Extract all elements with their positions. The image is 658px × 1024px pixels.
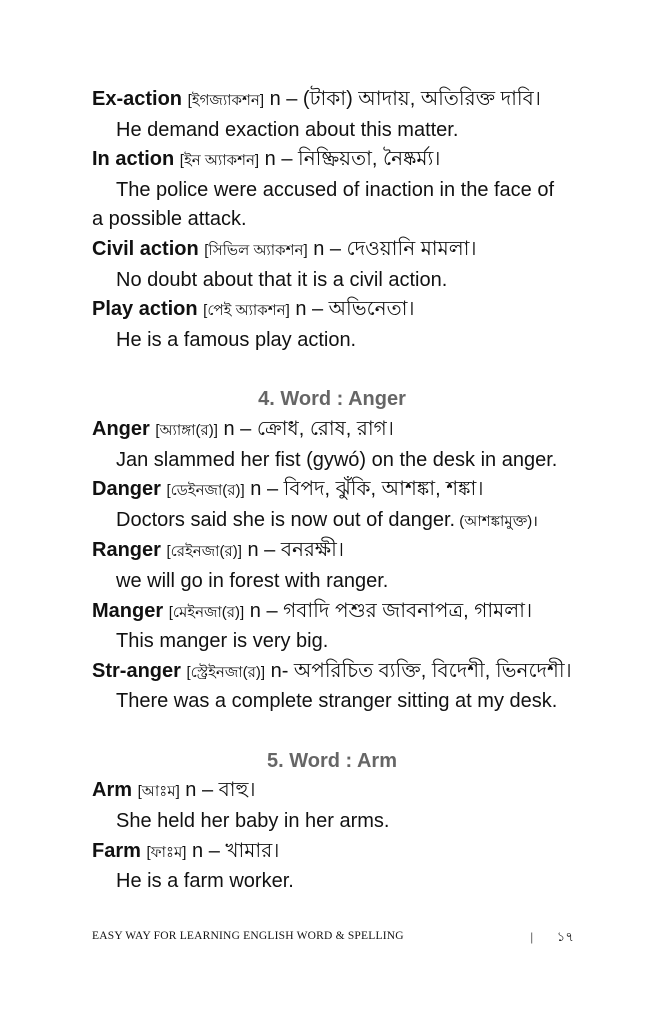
entry-example-note: (আশঙ্কামুক্ত)। (455, 512, 538, 530)
entry-example: She held her baby in her arms. (116, 810, 390, 833)
entry-pronunciation: [ডেইনজা(র)] (166, 482, 245, 500)
entry-pronunciation: [ফাঃম] (146, 843, 187, 861)
entry-headword-line (92, 145, 572, 176)
entry-example: He is a famous play action. (116, 328, 357, 351)
entry-example: This manger is very big. (116, 630, 329, 653)
section-arm (92, 747, 572, 897)
entry-definition: n – বিপদ, ঝুঁকি, আশঙ্কা, শঙ্কা। (244, 478, 484, 501)
entry-headword-line (92, 295, 572, 326)
entry-pronunciation: [পেই অ্যাকশন] (203, 302, 290, 320)
entry-example: The police were accused of inaction in the face of (116, 178, 555, 201)
entry-definition: n – ক্রোধ, রোষ, রাগ। (217, 417, 394, 440)
entry-headword-line (92, 657, 572, 688)
entry-term: Anger (92, 417, 150, 440)
entry-block-action (92, 85, 572, 355)
entry-pronunciation: [সিভিল অ্যাকশন] (204, 241, 308, 259)
entry-example-continuation: a possible attack. (92, 208, 247, 231)
entry-term: Farm (92, 839, 141, 862)
entry-definition: n – অভিনেতা। (289, 298, 415, 321)
footer-separator: | (530, 929, 534, 944)
section-heading: 5. Word : Arm (266, 749, 397, 772)
dictionary-page (92, 85, 572, 897)
entry-pronunciation: [ইন অ্যাকশন] (179, 152, 260, 170)
entry-example: No doubt about that it is a civil action. (116, 268, 448, 291)
entry-pronunciation: [ইগজ্যাকশন] (187, 92, 265, 109)
entry-definition: n – গবাদি পশুর জাবনাপত্র, গামলা। (244, 599, 533, 622)
entry-definition: n- অপরিচিত ব্যক্তি, বিদেশী, ভিনদেশী। (265, 659, 572, 682)
entry-term: Str-anger (92, 659, 181, 682)
section-heading: 4. Word : Anger (258, 388, 406, 411)
entry-example: There was a complete stranger sitting at my desk. (116, 690, 558, 713)
entry-headword-line (92, 536, 572, 567)
entry-definition: n – বনরক্ষী। (241, 539, 344, 562)
entry-term: Manger (92, 599, 164, 622)
entry-pronunciation: [অ্যাঙ্গা(র)] (155, 421, 218, 439)
entry-example: we will go in forest with ranger. (116, 569, 389, 592)
entry-example: He is a farm worker. (116, 870, 294, 893)
entry-definition: n – (টাকা) আদায়, অতিরিক্ত দাবি। (264, 88, 541, 110)
entry-headword-line (92, 597, 572, 628)
entry-term: Arm (92, 779, 133, 802)
entry-pronunciation: [স্ট্রেইনজা(র)] (186, 663, 266, 681)
footer-page-info (530, 928, 574, 949)
entry-definition: n – নিষ্ক্রিয়তা, নৈষ্কর্ম্য। (259, 148, 441, 171)
entry-example: Jan slammed her fist (gywó) on the desk in anger. (116, 448, 558, 471)
page-footer (92, 930, 574, 942)
footer-title: EASY WAY FOR LEARNING ENGLISH WORD & SPELLING (92, 930, 404, 942)
section-gap (92, 355, 572, 385)
entry-example: Doctors said she is now out of danger. (116, 508, 456, 531)
entry-pronunciation: [আঃম] (137, 783, 180, 801)
entry-term: Ex-action (92, 88, 183, 110)
page-number: ১৭ (556, 929, 574, 944)
entry-headword-line (92, 475, 572, 506)
entry-headword-line (92, 235, 572, 266)
entry-example-line (92, 506, 572, 537)
entry-definition: n – বাহু। (179, 779, 256, 802)
entry-headword-line (92, 776, 572, 807)
entry-term: Civil action (92, 237, 199, 260)
entry-example: He demand exaction about this matter. (116, 118, 459, 141)
entry-headword-line (92, 837, 572, 868)
entry-definition: n – খামার। (186, 839, 280, 862)
section-gap (92, 717, 572, 747)
entry-term: Danger (92, 478, 161, 501)
entry-term: Ranger (92, 539, 161, 562)
entry-pronunciation: [মেইনজা(র)] (168, 603, 245, 621)
entry-pronunciation: [রেইনজা(র)] (166, 543, 242, 561)
section-anger (92, 385, 572, 717)
entry-term: In action (92, 148, 175, 171)
entry-headword-line (92, 85, 572, 116)
entry-headword-line (92, 415, 572, 446)
entry-definition: n – দেওয়ানি মামলা। (307, 237, 477, 260)
entry-term: Play action (92, 298, 198, 321)
